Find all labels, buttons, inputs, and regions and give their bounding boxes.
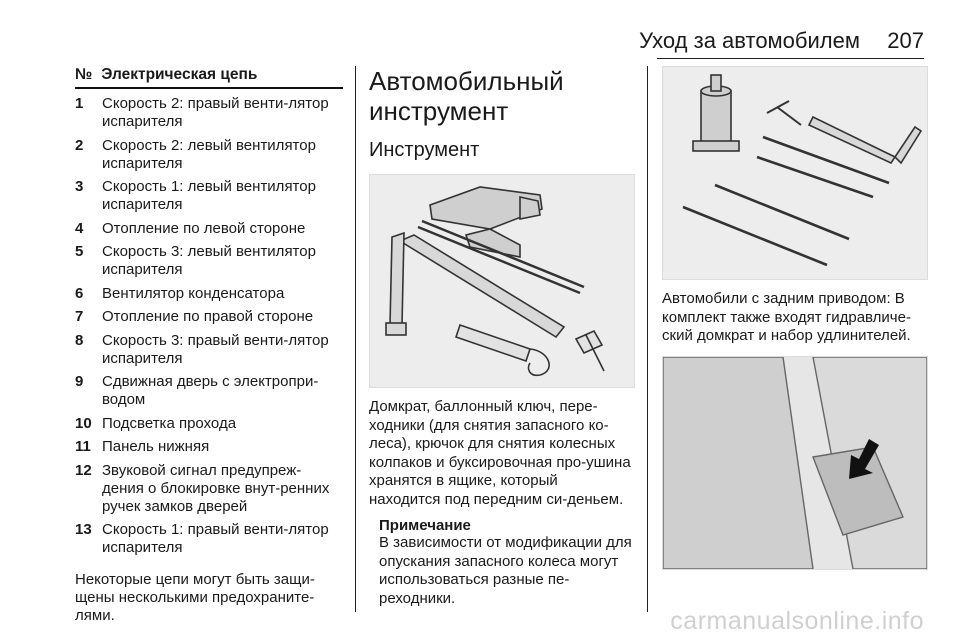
- row-text: Звуковой сигнал предупреж-дения о блокировке внут-ренних ручек замков дверей: [102, 461, 330, 515]
- fuse-table-rows: [75, 95, 343, 557]
- table-row: [75, 285, 343, 303]
- row-number: 4: [75, 219, 84, 237]
- row-text: Вентилятор конденсатора: [102, 284, 285, 302]
- number-header: №: [75, 66, 93, 83]
- row-text: Отопление по правой стороне: [102, 308, 314, 325]
- rwd-tools-column: [662, 66, 926, 570]
- row-number: 7: [75, 308, 84, 325]
- table-row: [75, 178, 343, 214]
- row-text: Скорость 3: правый венти-лятор испарителя: [102, 331, 329, 367]
- note-block: [379, 517, 633, 608]
- table-note: Некоторые цепи могут быть защи-щены несколькими предохраните-лями.: [75, 571, 315, 624]
- row-number: 11: [75, 438, 91, 455]
- note-title: Примечание: [379, 517, 471, 534]
- table-row: [75, 521, 343, 557]
- row-text: Скорость 2: левый вентилятор испарителя: [102, 136, 316, 172]
- hydraulic-jack-extensions-illustration: [663, 67, 927, 279]
- row-number: 12: [75, 461, 92, 479]
- row-text: Панель нижняя: [102, 438, 210, 455]
- row-number: 9: [75, 373, 84, 390]
- running-header-title: Уход за автомобилем: [639, 28, 860, 53]
- watermark: carmanualsonline.info: [670, 607, 924, 635]
- table-row: [75, 243, 343, 279]
- section-subheading: Инструмент: [369, 139, 480, 161]
- row-number: 5: [75, 243, 84, 260]
- table-row: [75, 462, 343, 516]
- row-number: 10: [75, 414, 92, 432]
- table-row: [75, 220, 343, 238]
- row-number: 1: [75, 95, 84, 112]
- row-text: Отопление по левой стороне: [102, 219, 306, 237]
- note-text: В зависимости от модификации для опускания запасного колеса могут использоваться разные пе-реходники.: [379, 534, 632, 607]
- table-row: [75, 332, 343, 368]
- row-text: Сдвижная дверь с электропри-водом: [102, 373, 319, 408]
- tools-illustration: [369, 174, 635, 388]
- header-rule: [657, 58, 924, 59]
- page-number: 207: [887, 28, 924, 53]
- table-row: [75, 308, 343, 326]
- table-row: [75, 373, 343, 409]
- under-seat-storage-illustration: [662, 356, 928, 570]
- table-row: [75, 415, 343, 433]
- table-row: [75, 137, 343, 173]
- jack-wrench-hook-illustration: [370, 175, 634, 387]
- row-text: Скорость 1: левый вентилятор испарителя: [102, 178, 316, 213]
- table-row: [75, 438, 343, 456]
- row-text: Скорость 2: правый венти-лятор испарителя: [102, 95, 329, 130]
- section-heading: Автомобильный инструмент: [369, 66, 564, 126]
- row-number: 13: [75, 521, 92, 538]
- row-number: 3: [75, 178, 84, 195]
- fuse-table-header: [75, 66, 343, 89]
- seat-storage-box-illustration: [663, 357, 927, 569]
- row-number: 2: [75, 136, 84, 154]
- column-divider-right: [647, 66, 648, 612]
- row-text: Подсветка прохода: [102, 414, 237, 432]
- circuit-header: Электрическая цепь: [101, 66, 258, 83]
- row-text: Скорость 3: левый вентилятор испарителя: [102, 243, 316, 278]
- hydraulic-jack-illustration: [662, 66, 928, 280]
- rwd-caption: Автомобили с задним приводом: В комплект также входят гидравличе-ский домкрат и набор удлинителей.: [662, 290, 911, 344]
- table-row: [75, 95, 343, 131]
- row-number: 6: [75, 284, 84, 302]
- row-number: 8: [75, 331, 84, 349]
- column-divider: [355, 66, 356, 612]
- fuse-table-column: [75, 66, 343, 625]
- tools-description: Домкрат, баллонный ключ, пере-ходники (для снятия запасного ко-леса), крючок для снятия колесных колпаков и буксировочная про-ушина хранятся в ящике, который находится под передним си-деньем.: [369, 398, 631, 508]
- row-text: Скорость 1: правый венти-лятор испарителя: [102, 521, 329, 556]
- tools-column: [369, 66, 633, 608]
